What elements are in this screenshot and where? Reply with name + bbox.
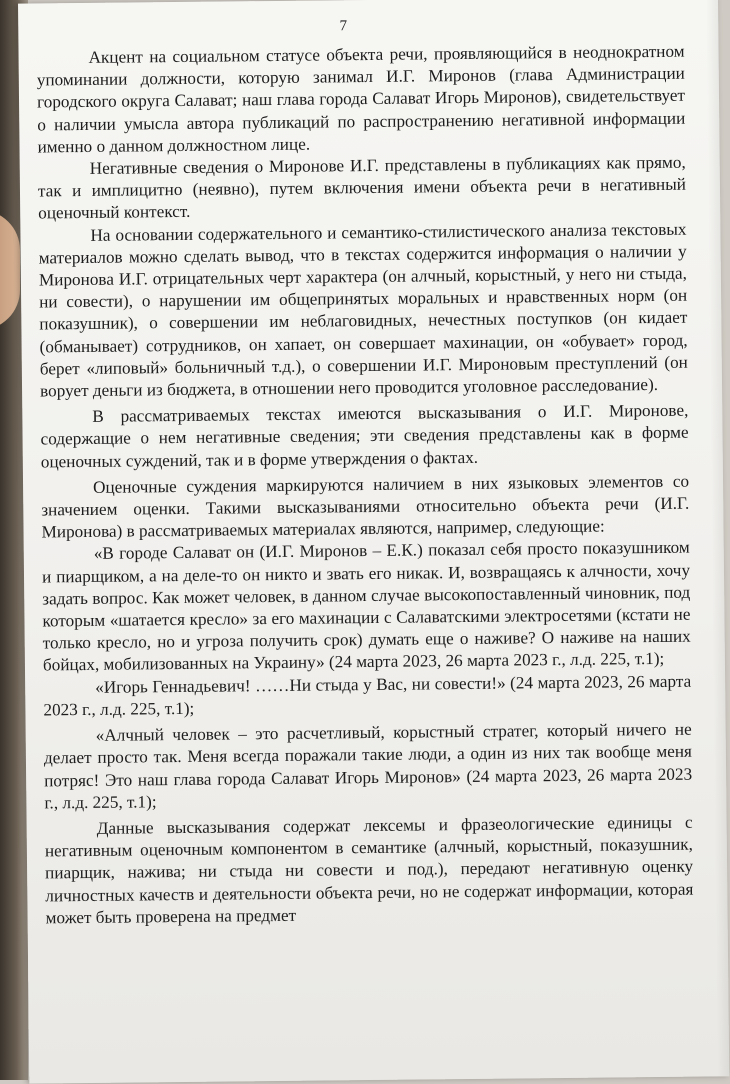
paragraph-4: В рассматриваемых текстах имеются высказывания о И.Г. Миронове, содержащие о нем негативные сведения; эти сведения представлены как в форме оценочных суждений, так и в форме утверждения о фактах. (40, 400, 689, 472)
page-shadow (706, 0, 729, 1076)
page-number: 7 (339, 18, 348, 35)
paragraph-2: Негативные сведения о Миронове И.Г. представлены в публикациях как прямо, так и имплицитно (неявно), путем включения имени объекта речи в негативный оценочный контекст. (37, 152, 687, 223)
paragraph-1: Акцент на социальном статусе объекта речи, проявляющийся в неоднократном упоминании должности, которую занимал И.Г. Миронов (глава Администрации городского округа Салават; наш глава города Салават Игорь Миронов), свидетельствует о наличии умысла автора публикаций по распространению негативной информации именно о данном должностном лице. (36, 41, 686, 157)
page-body (36, 41, 693, 930)
quote-3: «Алчный человек – это расчетливый, корыстный стратег, который ничего не делает просто так. Меня всегда поражали такие люди, а один из них так вообще меня потряс! Это наш глава города Салават Игорь Миронов» (24 марта 2023, 26 марта 2023 г., л.д. 225, т.1); (43, 719, 693, 813)
quote-1: «В городе Салават он (И.Г. Миронов – Е.К.) показал себя просто показушником и пиарщиком, а на деле-то он никто и звать его никак. И, возвращаясь к алчности, хочу задать вопрос. Как может человек, в данном случае высокопоставленный чиновник, под которым «шатается кресло» за его махинации с Салаватскими электросетями (кстати не только кресло, но и угроза получить срок) думать еще о наживе? О наживе на наших бойцах, мобилизованных на Украину» (24 марта 2023, 26 марта 2023 г., л.д. 225, т.1); (41, 538, 691, 675)
quote-2: «Игорь Геннадьевич! ……Ни стыда у Вас, ни совести!» (24 марта 2023, 26 марта 2023 г., л.д. 225, т.1); (43, 671, 692, 720)
document-page (18, 0, 729, 1084)
paragraph-5: Оценочные суждения маркируются наличием в них языковых элементов со значением оценки. Такими высказываниями относительно объекта речи (И.Г. Миронова) в рассматриваемых материалах являются, например, следующие: (41, 471, 690, 542)
paragraph-3: На основании содержательного и семантико-стилистического анализа текстовых материалов можно сделать вывод, что в текстах содержится информация о наличии у Миронова И.Г. отрицательных черт характера (он алчный, корыстный, у него ни стыда, ни совести), о нарушении им общепринятых моральных и нравственных норм (он показушник), о совершении им неблаговидных, нечестных поступков (он кидает (обманывает) сотрудников, он хапает, он совершает махинации, он «обувает» город, берет «липовый» больничный т.д.), о совершении И.Г. Мироновым преступлений (он ворует деньги из бюджета, в отношении него проводится уголовное расследование). (38, 219, 688, 401)
paragraph-conclusion: Данные высказывания содержат лексемы и фразеологические единицы с негативным оценочным компонентом в семантике (алчный, корыстный, показушник, пиарщик, нажива; ни стыда ни совести и под.), передают негативную оценку личностных качеств и деятельности объекта речи, но не содержат информации, которая может быть проверена на предмет (44, 812, 694, 928)
